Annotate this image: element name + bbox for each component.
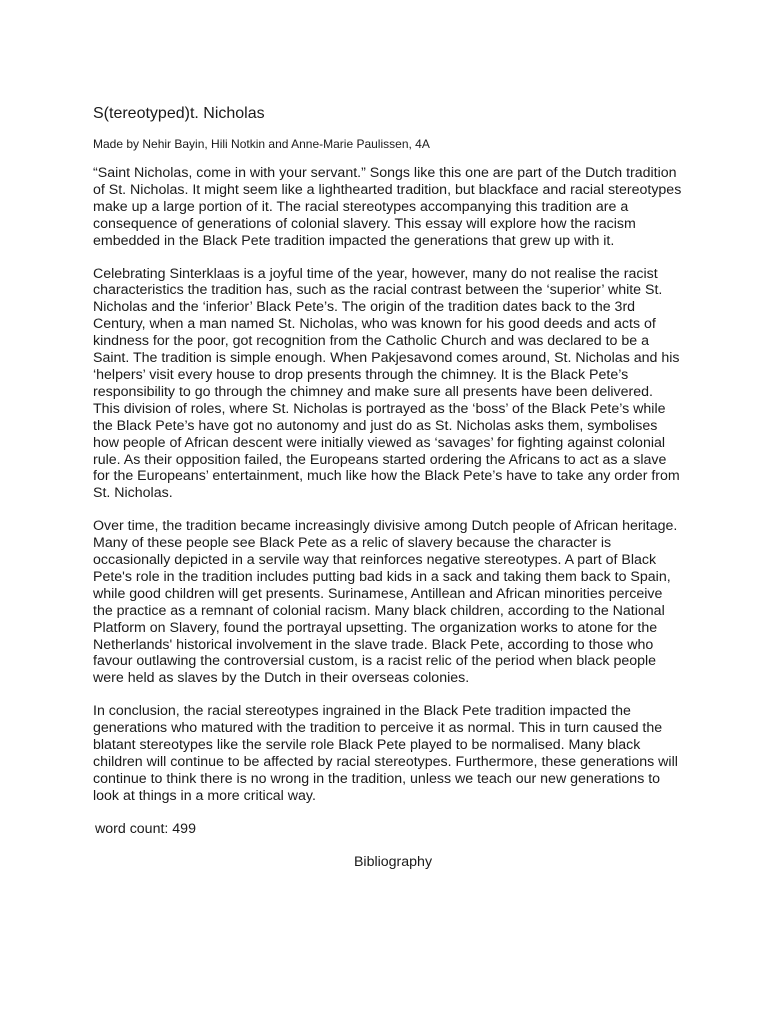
document-body <box>93 104 683 871</box>
paragraph-conclusion: In conclusion, the racial stereotypes ingrained in the Black Pete tradition impacted the generations who matured with the tradition to perceive it as normal. This in turn caused the blatant stereotypes like the servile role Black Pete played to be normalised. Many black children will continue to be affected by racial stereotypes. Furthermore, these generations will continue to think there is no wrong in the tradition, unless we teach our new generations to look at things in a more critical way. <box>93 703 678 804</box>
word-count: word count: 499 <box>95 820 196 837</box>
bibliography-heading: Bibliography <box>353 853 433 870</box>
document-authors: Made by Nehir Bayin, Hili Notkin and Anne-Marie Paulissen, 4A <box>93 137 430 151</box>
paragraph-origins: Celebrating Sinterklaas is a joyful time of the year, however, many do not realise the racist characteristics the tradition has, such as the racial contrast between the ‘superior’ white St. Nicholas and the ‘inferior’ Black Pete’s. The origin of the tradition dates back to the 3rd Century, when a man named St. Nicholas, who was known for his good deeds and acts of kindness for the poor, got recognition from the Catholic Church and was declared to be a Saint. The tradition is simple enough. When Pakjesavond comes around, St. Nicholas and his ‘helpers’ visit every house to drop presents through the chimney. It is the Black Pete’s responsibility to go through the chimney and make sure all presents have been delivered. This division of roles, where St. Nicholas is portrayed as the ‘boss’ of the Black Pete’s while the Black Pete’s have got no autonomy and just do as St. Nicholas asks them, symbolises how people of African descent were initially viewed as ‘savages’ for fighting against colonial rule. As their opposition failed, the Europeans started ordering the Africans to act as a slave for the Europeans’ entertainment, much like how the Black Pete’s have to take any order from St. Nicholas. <box>93 265 680 502</box>
paragraph-divisiveness: Over time, the tradition became increasingly divisive among Dutch people of African heritage. Many of these people see Black Pete as a relic of slavery because the character is occasionally depicted in a servile way that reinforces negative stereotypes. A part of Black Pete's role in the tradition includes putting bad kids in a sack and taking them back to Spain, while good children will get presents. Surinamese, Antillean and African minorities perceive the practice as a remnant of colonial racism. Many black children, according to the National Platform on Slavery, found the portrayal upsetting. The organization works to atone for the Netherlands' historical involvement in the slave trade. Black Pete, according to those who favour outlawing the controversial custom, is a racist relic of the period when black people were held as slaves by the Dutch in their overseas colonies. <box>93 518 678 687</box>
paragraph-intro: “Saint Nicholas, come in with your servant.” Songs like this one are part of the Dutch tradition of St. Nicholas. It might seem like a lighthearted tradition, but blackface and racial stereotypes make up a large portion of it. The racial stereotypes accompanying this tradition are a consequence of generations of colonial slavery. This essay will explore how the racism embedded in the Black Pete tradition impacted the generations that grew up with it. <box>93 165 682 249</box>
document-title: S(tereotyped)t. Nicholas <box>93 105 265 122</box>
